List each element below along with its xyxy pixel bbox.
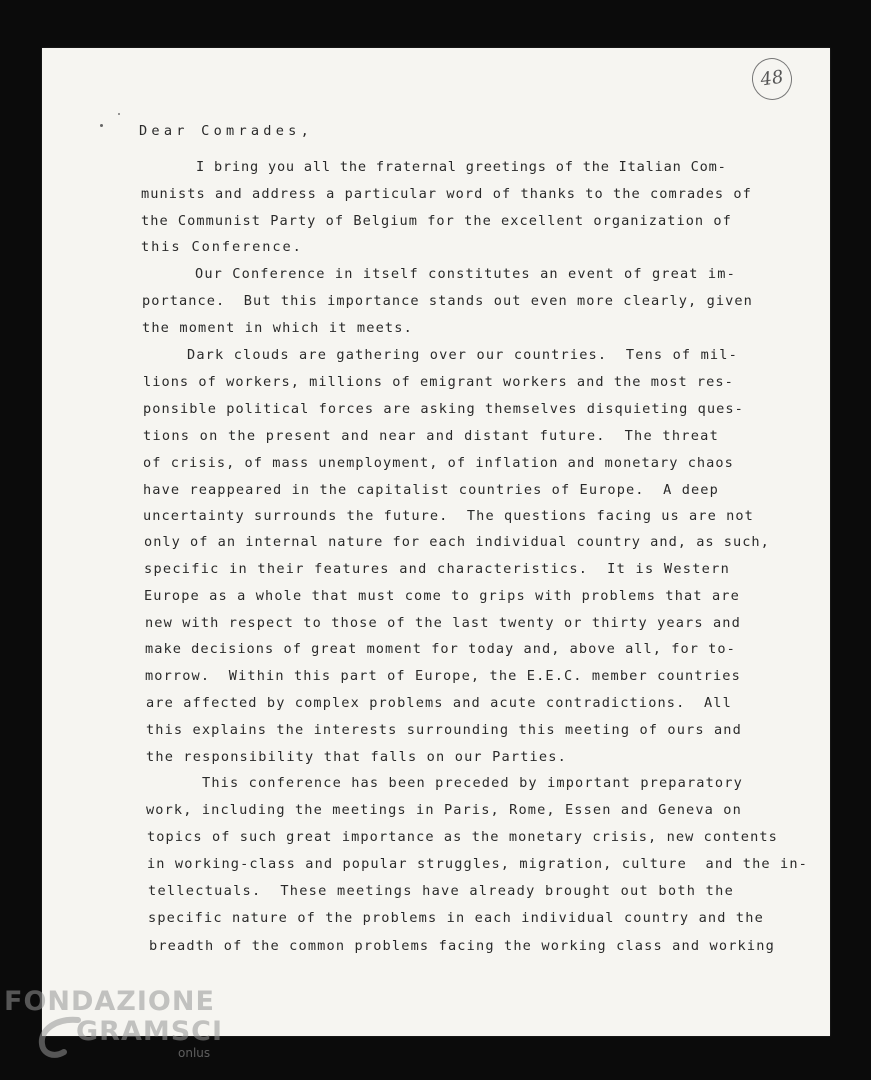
text-line: uncertainty surrounds the future. The questions facing us are not	[143, 508, 754, 524]
text-line: the Communist Party of Belgium for the excellent organization of	[141, 213, 732, 229]
text-line: tellectuals. These meetings have already brought out both the	[148, 883, 735, 899]
text-line: only of an internal nature for each individual country and, as such,	[144, 534, 770, 550]
text-line: the responsibility that falls on our Parties.	[146, 749, 567, 765]
text-line: ponsible political forces are asking themselves disquieting ques-	[143, 401, 744, 417]
watermark-line1: FONDAZIONE	[4, 986, 215, 1017]
text-line: work, including the meetings in Paris, Rome, Essen and Geneva on	[146, 802, 742, 818]
text-line: tions on the present and near and distant future. The threat	[143, 428, 720, 444]
text-line: specific in their features and characteristics. It is Western	[144, 561, 731, 577]
text-line: I bring you all the fraternal greetings of the Italian Com-	[196, 159, 727, 175]
watermark-line2: GRAMSCI	[76, 1016, 224, 1047]
text-line: Dark clouds are gathering over our countries. Tens of mil-	[187, 347, 738, 363]
text-line: morrow. Within this part of Europe, the E.E.C. member countries	[145, 668, 741, 684]
text-line: Our Conference in itself constitutes an event of great im-	[195, 266, 736, 282]
text-line: are affected by complex problems and acute contradictions. All	[146, 695, 732, 711]
text-line: specific nature of the problems in each individual country and the	[148, 910, 764, 926]
salutation: Dear Comrades,	[139, 123, 314, 139]
text-line: make decisions of great moment for today and, above all, for to-	[145, 641, 736, 657]
text-line: have reappeared in the capitalist countries of Europe. A deep	[143, 482, 719, 498]
text-line: of crisis, of mass unemployment, of inflation and monetary chaos	[143, 455, 734, 471]
text-line: munists and address a particular word of thanks to the comrades of	[141, 186, 752, 202]
text-line: this Conference.	[141, 239, 303, 255]
ink-mark	[118, 113, 120, 115]
text-line: in working-class and popular struggles, migration, culture and the in-	[147, 856, 808, 872]
text-line: portance. But this importance stands out even more clearly, given	[142, 293, 753, 309]
text-line: Europe as a whole that must come to grips with problems that are	[144, 588, 740, 604]
text-line: This conference has been preceded by important preparatory	[202, 775, 743, 791]
page-number: 48	[749, 55, 794, 102]
text-line: the moment in which it meets.	[142, 320, 413, 336]
text-line: lions of workers, millions of emigrant workers and the most res-	[143, 374, 734, 390]
watermark-suffix: onlus	[178, 1046, 211, 1060]
text-line: topics of such great importance as the monetary crisis, new contents	[147, 829, 778, 845]
fondazione-gramsci-watermark	[4, 984, 224, 1074]
text-line: breadth of the common problems facing the working class and working	[149, 938, 775, 954]
text-line: this explains the interests surrounding this meeting of ours and	[146, 722, 742, 738]
text-line: new with respect to those of the last twenty or thirty years and	[145, 615, 741, 631]
ink-mark	[100, 124, 103, 127]
